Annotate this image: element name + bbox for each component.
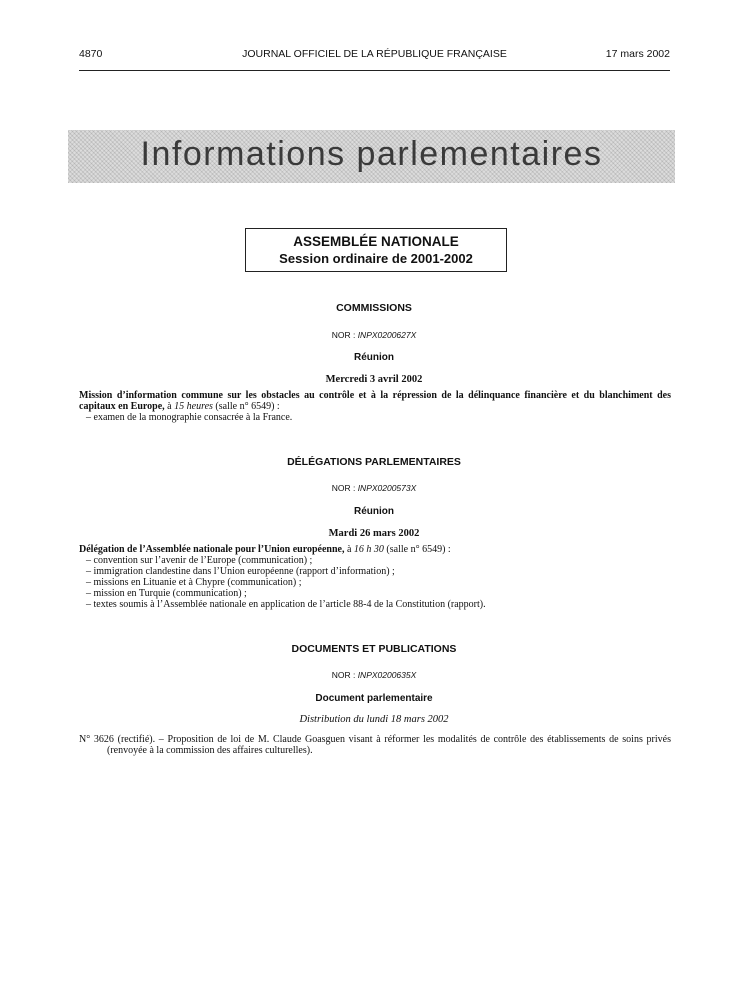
commissions-meeting-body: Mission d’information commune sur les obstacles au contrôle et à la répression de la délinquance financière et du blanchiment des capitaux en Europe, à 15 heures (salle n° 6549) :	[79, 390, 671, 412]
section-banner	[68, 130, 675, 183]
nor-label: NOR :	[331, 670, 356, 680]
journal-title: JOURNAL OFFICIEL DE LA RÉPUBLIQUE FRANÇAISE	[242, 48, 507, 60]
commissions-room: (salle n° 6549) :	[215, 401, 280, 412]
nor-code: INPX0200573X	[357, 483, 417, 493]
documents-distribution: Distribution du lundi 18 mars 2002	[299, 714, 449, 725]
list-item: – examen de la monographie consacrée à la France.	[86, 412, 293, 423]
assembly-title: ASSEMBLÉE NATIONALE	[293, 234, 459, 249]
nor-code: INPX0200635X	[357, 670, 417, 680]
commissions-date: Mercredi 3 avril 2002	[325, 374, 423, 385]
commissions-meeting-label: Réunion	[354, 352, 394, 363]
banner-title: Informations parlementaires	[140, 135, 603, 173]
commissions-heading: COMMISSIONS	[336, 302, 412, 314]
commissions-nor	[0, 330, 748, 340]
delegations-room: (salle n° 6549) :	[386, 544, 451, 555]
list-item: – immigration clandestine dans l’Union européenne (rapport d’information) ;	[86, 566, 395, 577]
documents-nor	[0, 670, 748, 680]
documents-heading: DOCUMENTS ET PUBLICATIONS	[291, 643, 457, 655]
list-item: – textes soumis à l’Assemblée nationale en application de l’article 88-4 de la Constitution (rapport).	[86, 599, 486, 610]
nor-label: NOR :	[331, 330, 356, 340]
page-header	[79, 48, 670, 71]
commissions-time: 15 heures	[174, 401, 213, 412]
commissions-body-name: Mission d’information commune sur les obstacles au contrôle et à la répression de la délinquance financière et du blanchiment des capitaux en Europe,	[79, 390, 671, 412]
page-number: 4870	[79, 48, 103, 60]
nor-code: INPX0200627X	[357, 330, 417, 340]
delegations-meeting-label: Réunion	[354, 506, 394, 517]
delegations-body-name: Délégation de l’Assemblée nationale pour l’Union européenne,	[79, 544, 345, 555]
assembly-box	[245, 228, 507, 272]
session-label: Session ordinaire de 2001-2002	[279, 251, 473, 266]
list-item: – mission en Turquie (communication) ;	[86, 588, 247, 599]
document-entry: N° 3626 (rectifié). – Proposition de loi de M. Claude Goasguen visant à réformer les modalités de contrôle des établissements de soins privés (renvoyée à la commission des affaires culturelles).	[79, 734, 671, 756]
delegations-date: Mardi 26 mars 2002	[328, 528, 420, 539]
delegations-heading: DÉLÉGATIONS PARLEMENTAIRES	[287, 456, 461, 468]
list-item: – missions en Lituanie et à Chypre (communication) ;	[86, 577, 302, 588]
nor-label: NOR :	[331, 483, 356, 493]
issue-date: 17 mars 2002	[605, 48, 670, 60]
delegations-nor	[0, 483, 748, 493]
list-item: – convention sur l’avenir de l’Europe (communication) ;	[86, 555, 313, 566]
delegations-time: 16 h 30	[353, 544, 384, 555]
documents-subtitle: Document parlementaire	[315, 693, 433, 704]
delegations-meeting-body: Délégation de l’Assemblée nationale pour l’Union européenne, à 16 h 30 (salle n° 6549) :	[79, 544, 451, 555]
